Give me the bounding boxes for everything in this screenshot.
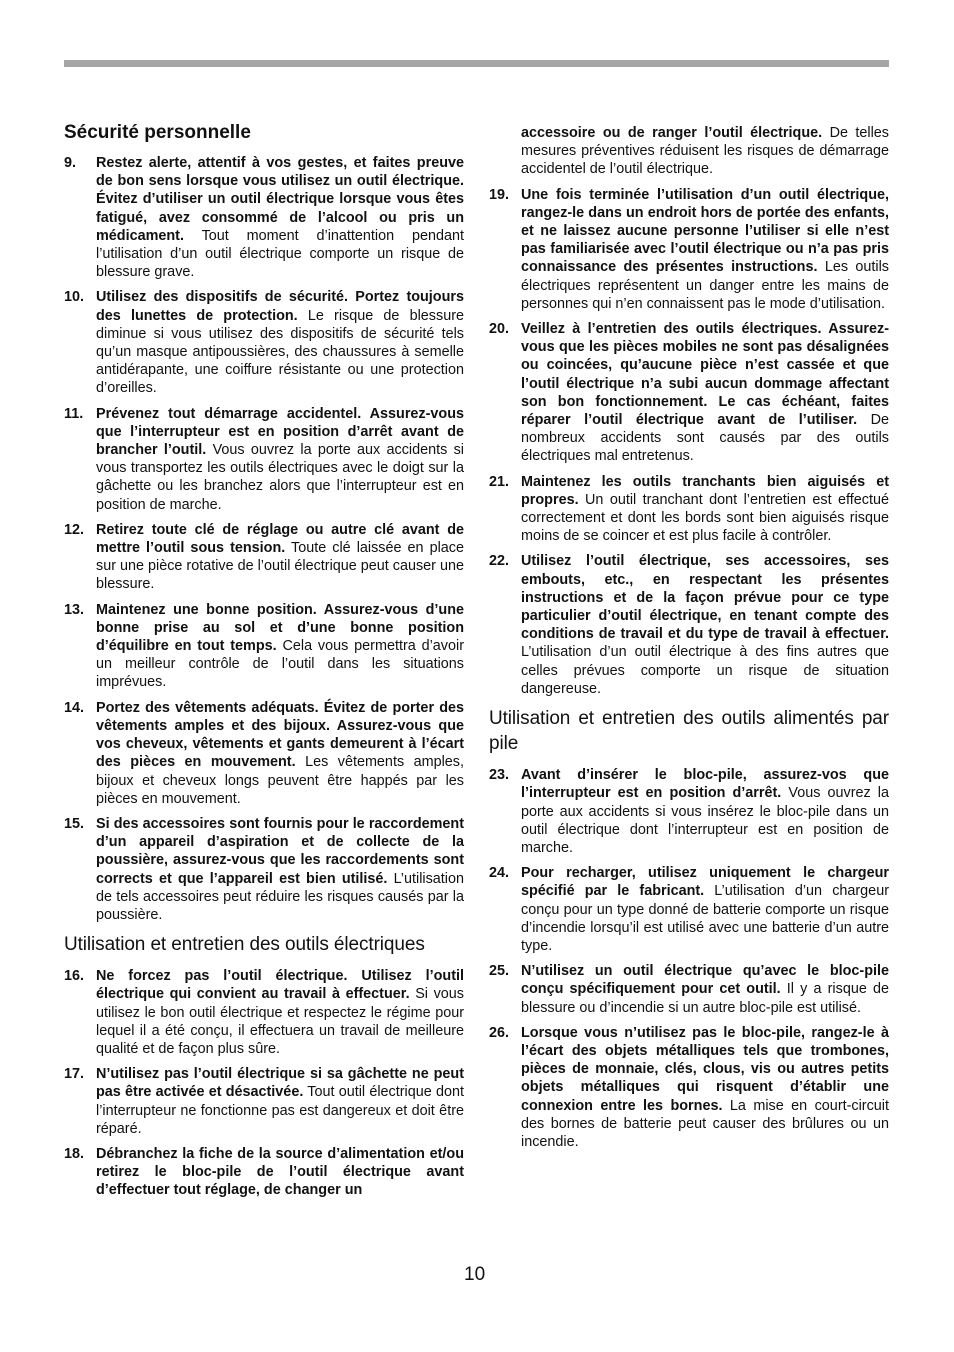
item-plain-text: Toute clé laissée en place sur une pièce rotative de l’outil électrique peut causer une blessure. [96, 540, 464, 593]
item-text [96, 154, 464, 281]
item-bold-text: Une fois terminée l’utilisation d’un outil électrique, rangez-le dans un endroit hors de portée des enfants, et ne laissez aucune personne l’utiliser si elle n’est pas familiarisée avec l’outil électrique ou n’a pas pris connaissance des présentes instructions. [521, 186, 889, 276]
item-plain-text: Un outil tranchant dont l’entretien est effectué correctement et dont les bords sont bien aiguisés risque moins de se coincer et est plus facile à contrôler. [521, 491, 889, 545]
list-item [489, 962, 889, 1017]
item-number: 14. [64, 699, 85, 716]
item-bold-text: Ne forcez pas l’outil électrique. Utilisez l’outil électrique qui convient au travail à effectuer. [96, 968, 464, 1003]
heading-outils-pile: Utilisation et entretien des outils alimentés par pile [489, 708, 889, 755]
item-text [96, 815, 464, 924]
header-rule [64, 60, 889, 67]
list-item [64, 601, 464, 692]
list-item [489, 1024, 889, 1151]
item-bold-text: Veillez à l’entretien des outils électriques. Assurez-vous que les pièces mobiles ne sont pas désalignées ou coincées, qu’aucune pièce n’est cassée et que l’outil électrique n’a subi aucun dommage affectant son bon fonctionnement. Le cas échéant, faites réparer l’outil électrique avant de l’utiliser. [521, 321, 889, 429]
item-bold-text: N’utilisez pas l’outil électrique si sa gâchette ne peut pas être activée et désactivée. [96, 1066, 464, 1101]
item-plain-text: Vous ouvrez la porte aux accidents si vous transportez les outils électriques avec le doigt sur la gâchette ou les branchez alors que l’interrupteur est en position de marche. [96, 442, 465, 513]
item-text [521, 1024, 889, 1151]
item-bold-text: N’utilisez un outil électrique qu’avec le bloc-pile conçu spécifiquement pour cet outil. [521, 963, 889, 998]
right-column [489, 124, 889, 1158]
left-items-list [64, 154, 464, 924]
heading-securite-personnelle: Sécurité personnelle [64, 122, 251, 143]
item-text [521, 552, 889, 698]
item-plain-text: L’utilisation d’un outil électrique à des fins autres que celles prévues comporte un risque de situation dangereuse. [521, 644, 889, 697]
item-text [96, 288, 464, 397]
item-plain-text: Tout moment d’inattention pendant l’utilisation d’un outil électrique comporte un risque de blessure grave. [96, 227, 464, 281]
item-plain-text: L’utilisation d’un chargeur conçu pour un type donné de batterie comporte un risque d’incendie lorsqu’il est utilisé avec une batterie d’un autre type. [521, 883, 889, 954]
item-bold-text: Prévenez tout démarrage accidentel. Assurez-vous que l’interrupteur est en position d’arrêt avant de brancher l’outil. [96, 405, 464, 459]
list-item [64, 815, 464, 924]
item-text [521, 864, 889, 955]
item-number: 15. [64, 815, 85, 832]
item-bold-text: Utilisez l’outil électrique, ses accessoires, ses embouts, etc., en respectant les présentes instructions et de la façon prévue pour ce type particulier d’outil électrique, en tenant compte des conditions de travail et du type de travail à effectuer. [521, 553, 889, 643]
item-number: 12. [64, 521, 85, 538]
item-number: 21. [489, 473, 510, 490]
item-plain-text: Le risque de blessure diminue si vous utilisez des dispositifs de sécurité tels qu’un masque antipoussières, des chaussures à semelle antidérapante, une coiffure résistante ou une protection d’oreilles. [96, 307, 464, 397]
item-plain-text: Cela vous permettra d’avoir un meilleur contrôle de l’outil dans les situations imprévues. [96, 638, 464, 691]
item-plain-text: Il y a risque de blessure ou d’incendie si un autre bloc-pile est utilisé. [521, 981, 889, 1016]
list-item [64, 1065, 464, 1138]
item-number: 16. [64, 968, 85, 985]
item-plain-text: Si vous utilisez le bon outil électrique et respectez le régime pour lequel il a été conçu, il effectuera un travail de meilleure qualité et de façon plus sûre. [96, 986, 464, 1057]
item-number: 17. [64, 1066, 85, 1083]
item-text [96, 1145, 464, 1200]
list-item [64, 699, 464, 808]
item-number: 10. [64, 289, 85, 306]
continued-paragraph [521, 124, 889, 179]
item-bold-text: Débranchez la fiche de la source d’alimentation et/ou retirez le bloc-pile de l’outil électrique avant d’effectuer tout réglage, de changer un [96, 1145, 464, 1199]
item-text [96, 1065, 464, 1138]
item-text [96, 521, 464, 594]
item-bold-text: Retirez toute clé de réglage ou autre clé avant de mettre l’outil sous tension. [96, 521, 464, 557]
item-number: 11. [64, 405, 84, 422]
item-plain-text: L’utilisation de tels accessoires peut réduire les risques causés par la poussière. [96, 870, 464, 923]
item-bold-text: Maintenez les outils tranchants bien aiguisés et propres. [521, 473, 889, 508]
item-plain-text: Les vêtements amples, bijoux et cheveux longs peuvent être happés par les pièces en mouvement. [96, 754, 464, 807]
item-number: 13. [64, 601, 85, 618]
item-number: 23. [489, 767, 510, 784]
item-text [96, 967, 464, 1058]
item-text [521, 766, 889, 857]
item-text [521, 962, 889, 1017]
list-item [64, 405, 464, 514]
list-item [64, 1145, 464, 1200]
item-number: 22. [489, 553, 510, 570]
continued-bold: accessoire ou de ranger l’outil électrique. [521, 125, 823, 141]
list-item [489, 473, 889, 546]
list-item [489, 766, 889, 857]
left-column [64, 118, 464, 1207]
list-item [64, 288, 464, 397]
item-number: 9. [64, 155, 77, 171]
item-text [521, 473, 889, 546]
item-text [96, 601, 464, 692]
item-number: 19. [489, 186, 510, 203]
item-bold-text: Lorsque vous n’utilisez pas le bloc-pile, rangez-le à l’écart des objets métalliques tels que trombones, pièces de monnaie, clés, clous, vis ou autres petits objets métalliques qui risquent d’établir une connexion entre les bornes. [521, 1024, 889, 1114]
item-text [96, 699, 464, 808]
continued-text: De telles mesures préventives réduisent les risques de démarrage accidentel de l’outil électrique. [521, 125, 889, 178]
right-items-list [489, 186, 889, 698]
item-text [96, 405, 464, 514]
item-bold-text: Restez alerte, attentif à vos gestes, et faites preuve de bon sens lorsque vous utilisez un outil électrique. Évitez d’utiliser un outil électrique lorsque vous êtes fatigué, avez consommé de l’alcool ou pris un médicament. [96, 155, 464, 244]
list-item [489, 552, 889, 698]
item-plain-text: Tout outil électrique dont l’interrupteur ne fonctionne pas est dangereux et doit être réparé. [96, 1084, 464, 1137]
list-item [489, 320, 889, 466]
list-item [64, 521, 464, 594]
item-bold-text: Utilisez des dispositifs de sécurité. Portez toujours des lunettes de protection. [96, 289, 464, 324]
item-plain-text: La mise en court-circuit des bornes de batterie peut causer des brûlures ou un incendie. [521, 1097, 889, 1150]
list-item [64, 154, 464, 281]
item-number: 26. [489, 1024, 510, 1041]
item-bold-text: Maintenez une bonne position. Assurez-vous d’une bonne prise au sol et d’une bonne position d’équilibre en tout temps. [96, 601, 464, 655]
left-items2-list [64, 967, 464, 1199]
right-items2-list [489, 766, 889, 1151]
item-text [521, 320, 889, 466]
list-item [489, 186, 889, 313]
item-bold-text: Pour recharger, utilisez uniquement le chargeur spécifié par le fabricant. [521, 865, 889, 900]
list-item [64, 967, 464, 1058]
heading-outils-electriques: Utilisation et entretien des outils électriques [64, 934, 425, 956]
item-bold-text: Portez des vêtements adéquats. Évitez de porter des vêtements amples et des bijoux. Assurez-vous que vos cheveux, vêtements et gants demeurent à l’écart des pièces en mouvement. [96, 699, 464, 771]
item-bold-text: Avant d’insérer le bloc-pile, assurez-vos que l’interrupteur est en position d’arrêt. [521, 767, 889, 802]
item-plain-text: De nombreux accidents sont causés par des outils électriques mal entretenus. [521, 412, 889, 465]
item-number: 18. [64, 1145, 85, 1162]
item-number: 20. [489, 321, 510, 338]
item-plain-text: Vous ouvrez la porte aux accidents si vous insérez le bloc-pile dans un outil électrique dont l’interrupteur est en position de marche. [521, 785, 889, 856]
item-number: 24. [489, 865, 510, 882]
item-bold-text: Si des accessoires sont fournis pour le raccordement d’un appareil d’aspiration et de collecte de la poussière, assurez-vous que les raccordements sont corrects et que l’appareil est bien utilisé. [96, 815, 464, 887]
list-item [489, 864, 889, 955]
item-text [521, 186, 889, 313]
page-number: 10 [464, 1264, 486, 1285]
item-plain-text: Les outils électriques représentent un danger entre les mains de personnes qui n’en connaissent pas le mode d’utilisation. [521, 259, 889, 312]
item-number: 25. [489, 963, 510, 980]
